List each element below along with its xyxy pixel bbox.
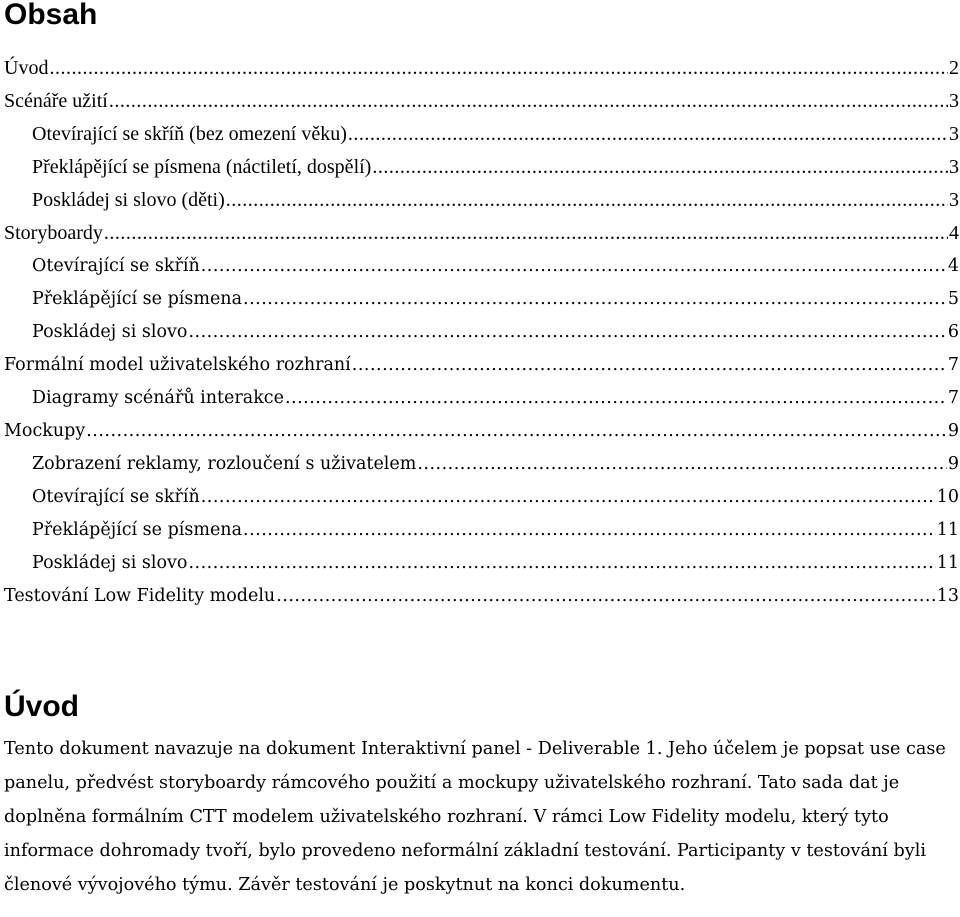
toc-entry-page-number[interactable]: 9 (947, 454, 959, 474)
toc-entry-title[interactable]: Otevírající se skříň (bez omezení věku) (32, 123, 347, 145)
toc-entry-page-number[interactable]: 5 (947, 289, 959, 309)
toc-entry-page-number[interactable]: 11 (936, 520, 959, 540)
toc-entry[interactable] (4, 85, 959, 118)
toc-dot-leader (285, 382, 947, 415)
toc-dot-leader (201, 481, 936, 514)
toc-entry-title[interactable]: Storyboardy (4, 222, 103, 244)
toc-dot-leader (243, 514, 936, 547)
toc-entry-page-number[interactable]: 7 (947, 388, 959, 408)
toc-dot-leader (276, 580, 936, 613)
toc-entry[interactable] (4, 118, 959, 151)
toc-dot-leader (188, 316, 946, 349)
toc-entry-title[interactable]: Formální model uživatelského rozhraní (4, 355, 351, 375)
toc-entry-page-number[interactable]: 3 (949, 156, 959, 178)
toc-dot-leader (352, 349, 947, 382)
toc-dot-leader (201, 250, 947, 283)
toc-dot-leader (243, 283, 947, 316)
toc-entry-title[interactable]: Poskládej si slovo (32, 553, 188, 573)
toc-entry-title[interactable]: Zobrazení reklamy, rozloučení s uživatelem (32, 454, 417, 474)
toc-heading: Obsah (4, 0, 98, 31)
toc-entry-page-number[interactable]: 9 (947, 421, 959, 441)
toc-entry-page-number[interactable]: 7 (947, 355, 959, 375)
toc-entry[interactable] (4, 415, 959, 448)
toc-entry-page-number[interactable]: 2 (949, 57, 959, 79)
toc-entry[interactable] (4, 217, 959, 250)
toc-entry-title[interactable]: Testování Low Fidelity modelu (4, 586, 276, 606)
toc-entry-page-number[interactable]: 3 (949, 123, 959, 145)
toc-entry-title[interactable]: Otevírající se skříň (32, 487, 200, 507)
toc-entry-title[interactable]: Otevírající se skříň (32, 256, 200, 276)
toc-dot-leader (372, 151, 948, 184)
toc-entry[interactable] (4, 151, 959, 184)
table-of-contents (4, 52, 959, 613)
toc-entry[interactable] (4, 481, 959, 514)
toc-entry-title[interactable]: Překlápějící se písmena (náctiletí, dospělí) (32, 156, 372, 178)
toc-entry[interactable] (4, 514, 959, 547)
toc-entry-title[interactable]: Mockupy (4, 421, 86, 441)
toc-entry[interactable] (4, 349, 959, 382)
toc-dot-leader (86, 415, 947, 448)
toc-dot-leader (109, 85, 948, 118)
toc-entry[interactable] (4, 580, 959, 613)
toc-entry-page-number[interactable]: 3 (949, 189, 959, 211)
toc-entry-page-number[interactable]: 11 (936, 553, 959, 573)
toc-entry[interactable] (4, 382, 959, 415)
toc-entry[interactable] (4, 448, 959, 481)
toc-entry[interactable] (4, 184, 959, 217)
intro-section (4, 732, 960, 902)
toc-entry-page-number[interactable]: 13 (936, 586, 959, 606)
toc-entry-title[interactable]: Překlápějící se písmena (32, 520, 243, 540)
toc-entry-page-number[interactable]: 3 (949, 90, 959, 112)
toc-entry[interactable] (4, 250, 959, 283)
toc-entry-page-number[interactable]: 4 (947, 256, 959, 276)
toc-entry-page-number[interactable]: 6 (947, 322, 959, 342)
toc-entry[interactable] (4, 547, 959, 580)
toc-entry-title[interactable]: Diagramy scénářů interakce (32, 388, 284, 408)
toc-entry[interactable] (4, 316, 959, 349)
toc-entry-page-number[interactable]: 4 (949, 222, 959, 244)
toc-entry[interactable] (4, 52, 959, 85)
toc-entry-page-number[interactable]: 10 (936, 487, 959, 507)
toc-entry[interactable] (4, 283, 959, 316)
toc-entry-title[interactable]: Poskládej si slovo (děti) (32, 189, 225, 211)
intro-heading: Úvod (4, 690, 79, 723)
toc-dot-leader (226, 184, 948, 217)
toc-dot-leader (188, 547, 935, 580)
toc-entry-title[interactable]: Úvod (4, 57, 49, 79)
toc-dot-leader (104, 217, 948, 250)
toc-dot-leader (348, 118, 948, 151)
toc-entry-title[interactable]: Překlápějící se písmena (32, 289, 243, 309)
toc-entry-title[interactable]: Poskládej si slovo (32, 322, 188, 342)
toc-dot-leader (49, 52, 948, 85)
toc-dot-leader (417, 448, 947, 481)
toc-entry-title[interactable]: Scénáře užití (4, 90, 108, 112)
intro-paragraph: Tento dokument navazuje na dokument Interaktivní panel - Deliverable 1. Jeho účelem je popsat use case panelu, předvést storyboardy rámcového použití a mockupy uživatelského rozhraní. Tato sada dat je doplněna formálním CTT modelem uživatelského rozhraní. V rámci Low Fidelity modelu, který tyto informace dohromady tvoří, bylo provedeno neformální základní testování. Participanty v testování byli členové vývojového týmu. Závěr testování je poskytnut na konci dokumentu. (4, 739, 946, 895)
